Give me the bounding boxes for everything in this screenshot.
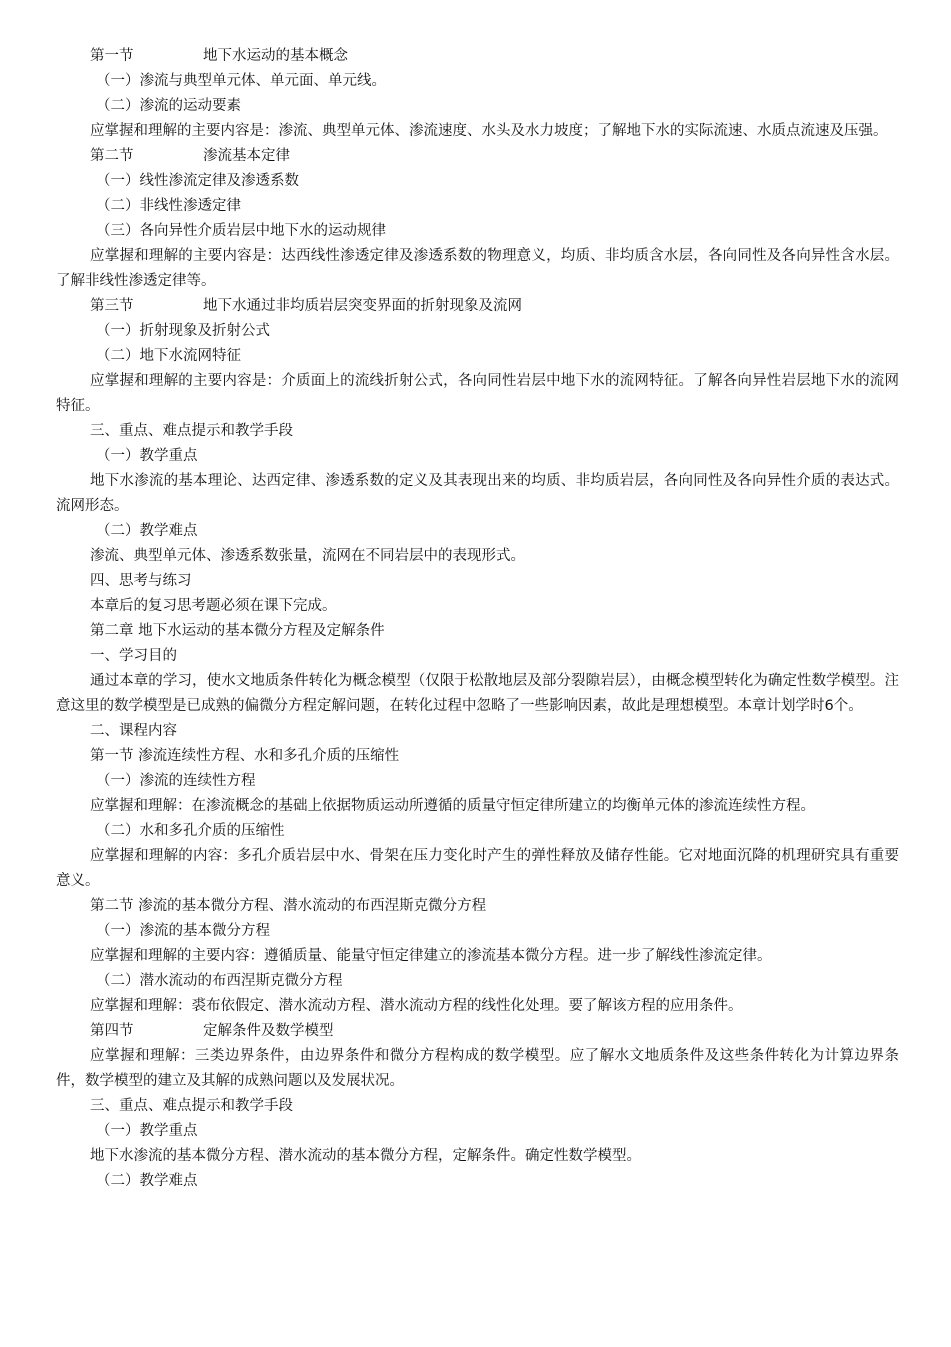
section-heading: 第二节 渗流的基本微分方程、潜水流动的布西涅斯克微分方程 <box>90 898 487 914</box>
subsection-heading: （一）折射现象及折射公式 <box>96 323 270 339</box>
subsection-heading: （二）潜水流动的布西涅斯克微分方程 <box>96 973 343 989</box>
section-number: 第三节 <box>90 298 134 314</box>
subsection-heading: （二）渗流的运动要素 <box>96 98 241 114</box>
subsection-heading: （一）渗流的基本微分方程 <box>96 923 270 939</box>
section-title: 地下水运动的基本概念 <box>203 48 348 64</box>
paragraph: 应掌握和理解：三类边界条件，由边界条件和微分方程构成的数学模型。应了解水文地质条件及这些条件转化为计算边界条件，数学模型的建立及其解的成熟问题以及发展状况。 <box>56 1048 899 1089</box>
section-title: 定解条件及数学模型 <box>203 1023 334 1039</box>
paragraph: 渗流、典型单元体、渗透系数张量，流网在不同岩层中的表现形式。 <box>90 548 525 564</box>
subsection-heading: （二）地下水流网特征 <box>96 348 241 364</box>
paragraph: 本章后的复习思考题必须在课下完成。 <box>90 598 337 614</box>
part-heading: 一、学习目的 <box>90 648 177 664</box>
paragraph: 应掌握和理解的主要内容是：达西线性渗透定律及渗透系数的物理意义，均质、非均质含水层，各向同性及各向异性含水层。了解非线性渗透定律等。 <box>56 248 899 289</box>
part-heading: 二、课程内容 <box>90 723 177 739</box>
part-heading: 三、重点、难点提示和教学手段 <box>90 1098 293 1114</box>
part-heading: 三、重点、难点提示和教学手段 <box>90 423 293 439</box>
section-number: 第一节 <box>90 48 134 64</box>
subsection-heading: （一）教学重点 <box>96 448 198 464</box>
paragraph: 地下水渗流的基本微分方程、潜水流动的基本微分方程，定解条件。确定性数学模型。 <box>90 1148 641 1164</box>
section-number: 第二节 <box>90 148 134 164</box>
chapter-heading: 第二章 地下水运动的基本微分方程及定解条件 <box>90 623 385 639</box>
paragraph: 应掌握和理解的主要内容：遵循质量、能量守恒定律建立的渗流基本微分方程。进一步了解线性渗流定律。 <box>90 948 772 964</box>
paragraph: 地下水渗流的基本理论、达西定律、渗透系数的定义及其表现出来的均质、非均质岩层，各向同性及各向异性介质的表达式。流网形态。 <box>56 473 899 514</box>
subsection-heading: （二）非线性渗透定律 <box>96 198 241 214</box>
section-heading <box>56 294 899 319</box>
paragraph: 通过本章的学习，使水文地质条件转化为概念模型（仅限于松散地层及部分裂隙岩层），由概念模型转化为确定性数学模型。注意这里的数学模型是已成熟的偏微分方程定解问题，在转化过程中忽略了一些影响因素，故此是理想模型。本章计划学时6个。 <box>56 673 899 714</box>
paragraph: 应掌握和理解的主要内容是：介质面上的流线折射公式，各向同性岩层中地下水的流网特征。了解各向异性岩层地下水的流网特征。 <box>56 373 899 414</box>
paragraph: 应掌握和理解的内容：多孔介质岩层中水、骨架在压力变化时产生的弹性释放及储存性能。它对地面沉降的机理研究具有重要意义。 <box>56 848 899 889</box>
section-number: 第四节 <box>90 1023 134 1039</box>
paragraph: 应掌握和理解的主要内容是：渗流、典型单元体、渗流速度、水头及水力坡度；了解地下水的实际流速、水质点流速及压强。 <box>90 123 888 139</box>
subsection-heading: （二）教学难点 <box>96 523 198 539</box>
paragraph: 应掌握和理解：裘布依假定、潜水流动方程、潜水流动方程的线性化处理。要了解该方程的应用条件。 <box>90 998 743 1014</box>
subsection-heading: （二）教学难点 <box>96 1173 198 1189</box>
section-heading <box>56 1019 899 1044</box>
subsection-heading: （一）渗流与典型单元体、单元面、单元线。 <box>96 73 386 89</box>
part-heading: 四、思考与练习 <box>90 573 192 589</box>
subsection-heading: （一）渗流的连续性方程 <box>96 773 256 789</box>
section-title: 渗流基本定律 <box>203 148 290 164</box>
section-heading <box>56 144 899 169</box>
section-title: 地下水通过非均质岩层突变界面的折射现象及流网 <box>203 298 522 314</box>
paragraph: 应掌握和理解：在渗流概念的基础上依据物质运动所遵循的质量守恒定律所建立的均衡单元体的渗流连续性方程。 <box>90 798 815 814</box>
section-heading <box>56 44 899 69</box>
subsection-heading: （二）水和多孔介质的压缩性 <box>96 823 285 839</box>
section-heading: 第一节 渗流连续性方程、水和多孔介质的压缩性 <box>90 748 400 764</box>
subsection-heading: （一）教学重点 <box>96 1123 198 1139</box>
subsection-heading: （一）线性渗流定律及渗透系数 <box>96 173 299 189</box>
subsection-heading: （三）各向异性介质岩层中地下水的运动规律 <box>96 223 386 239</box>
